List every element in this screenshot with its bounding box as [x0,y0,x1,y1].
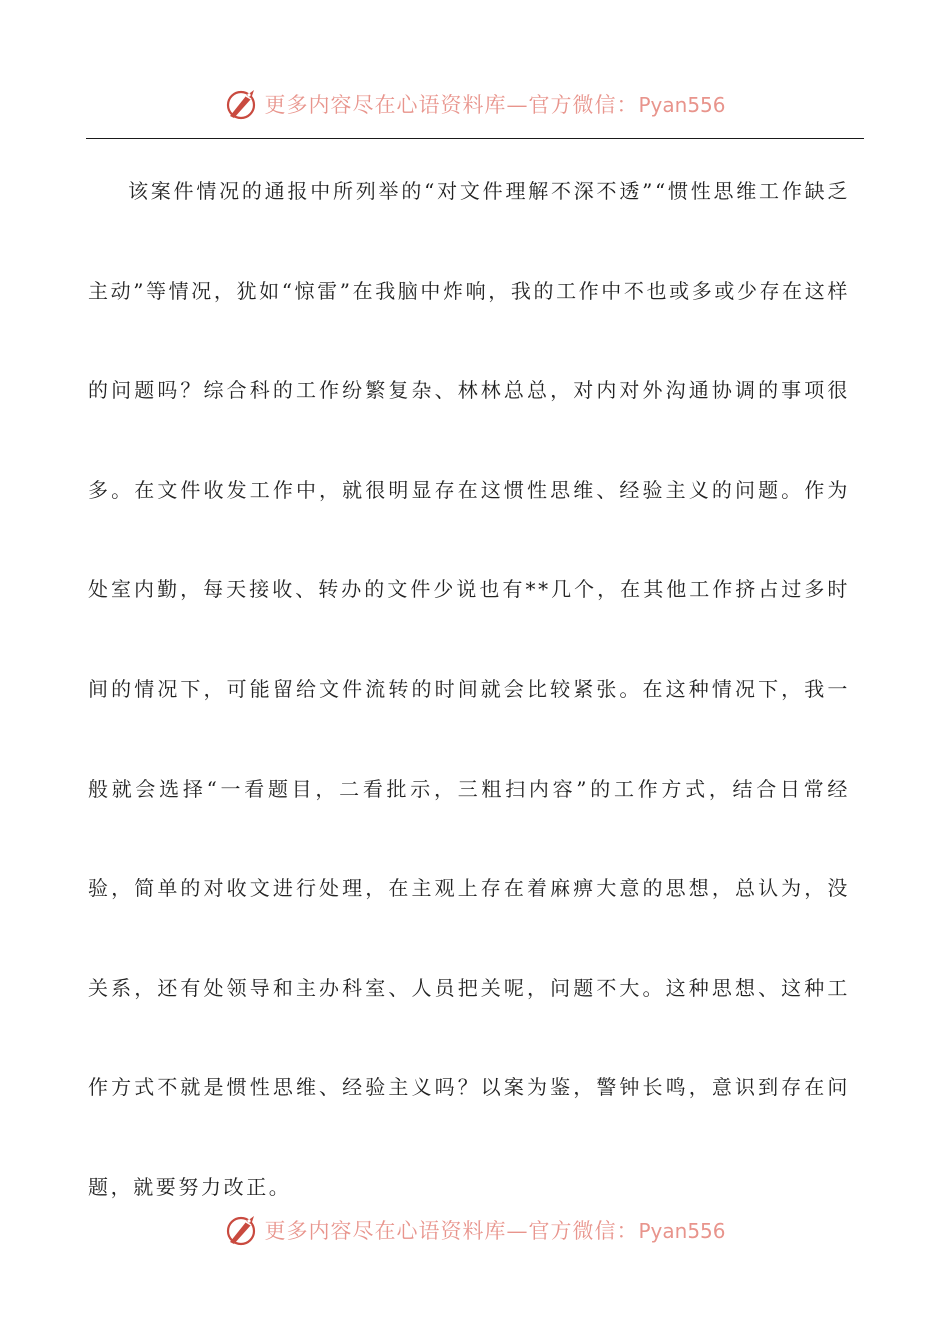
footer-banner [0,1208,950,1252]
header-banner-text: 更多内容尽在心语资料库—官方微信：Pyan556 [264,93,726,117]
header-divider [86,138,864,139]
pen-nib-circle-icon [224,1212,260,1248]
header-banner [0,82,950,126]
document-body [88,142,850,1238]
footer-banner-text: 更多内容尽在心语资料库—官方微信：Pyan556 [264,1219,726,1243]
pen-nib-circle-icon [224,86,260,122]
body-paragraph: 该案件情况的通报中所列举的“对文件理解不深不透”“惯性思维工作缺乏主动”等情况，犹如“惊雷”在我脑中炸响，我的工作中不也或多或少存在这样的问题吗？综合科的工作纷繁复杂、林林总总，对内对外沟通协调的事项很多。在文件收发工作中，就很明显存在这惯性思维、经验主义的问题。作为处室内勤，每天接收、转办的文件少说也有**几个，在其他工作挤占过多时间的情况下，可能留给文件流转的时间就会比较紧张。在这种情况下，我一般就会选择“一看题目，二看批示，三粗扫内容”的工作方式，结合日常经验，简单的对收文进行处理，在主观上存在着麻痹大意的思想，总认为，没关系，还有处领导和主办科室、人员把关呢，问题不大。这种思想、这种工作方式不就是惯性思维、经验主义吗？以案为鉴，警钟长鸣，意识到存在问题，就要努力改正。 [88,179,850,1199]
